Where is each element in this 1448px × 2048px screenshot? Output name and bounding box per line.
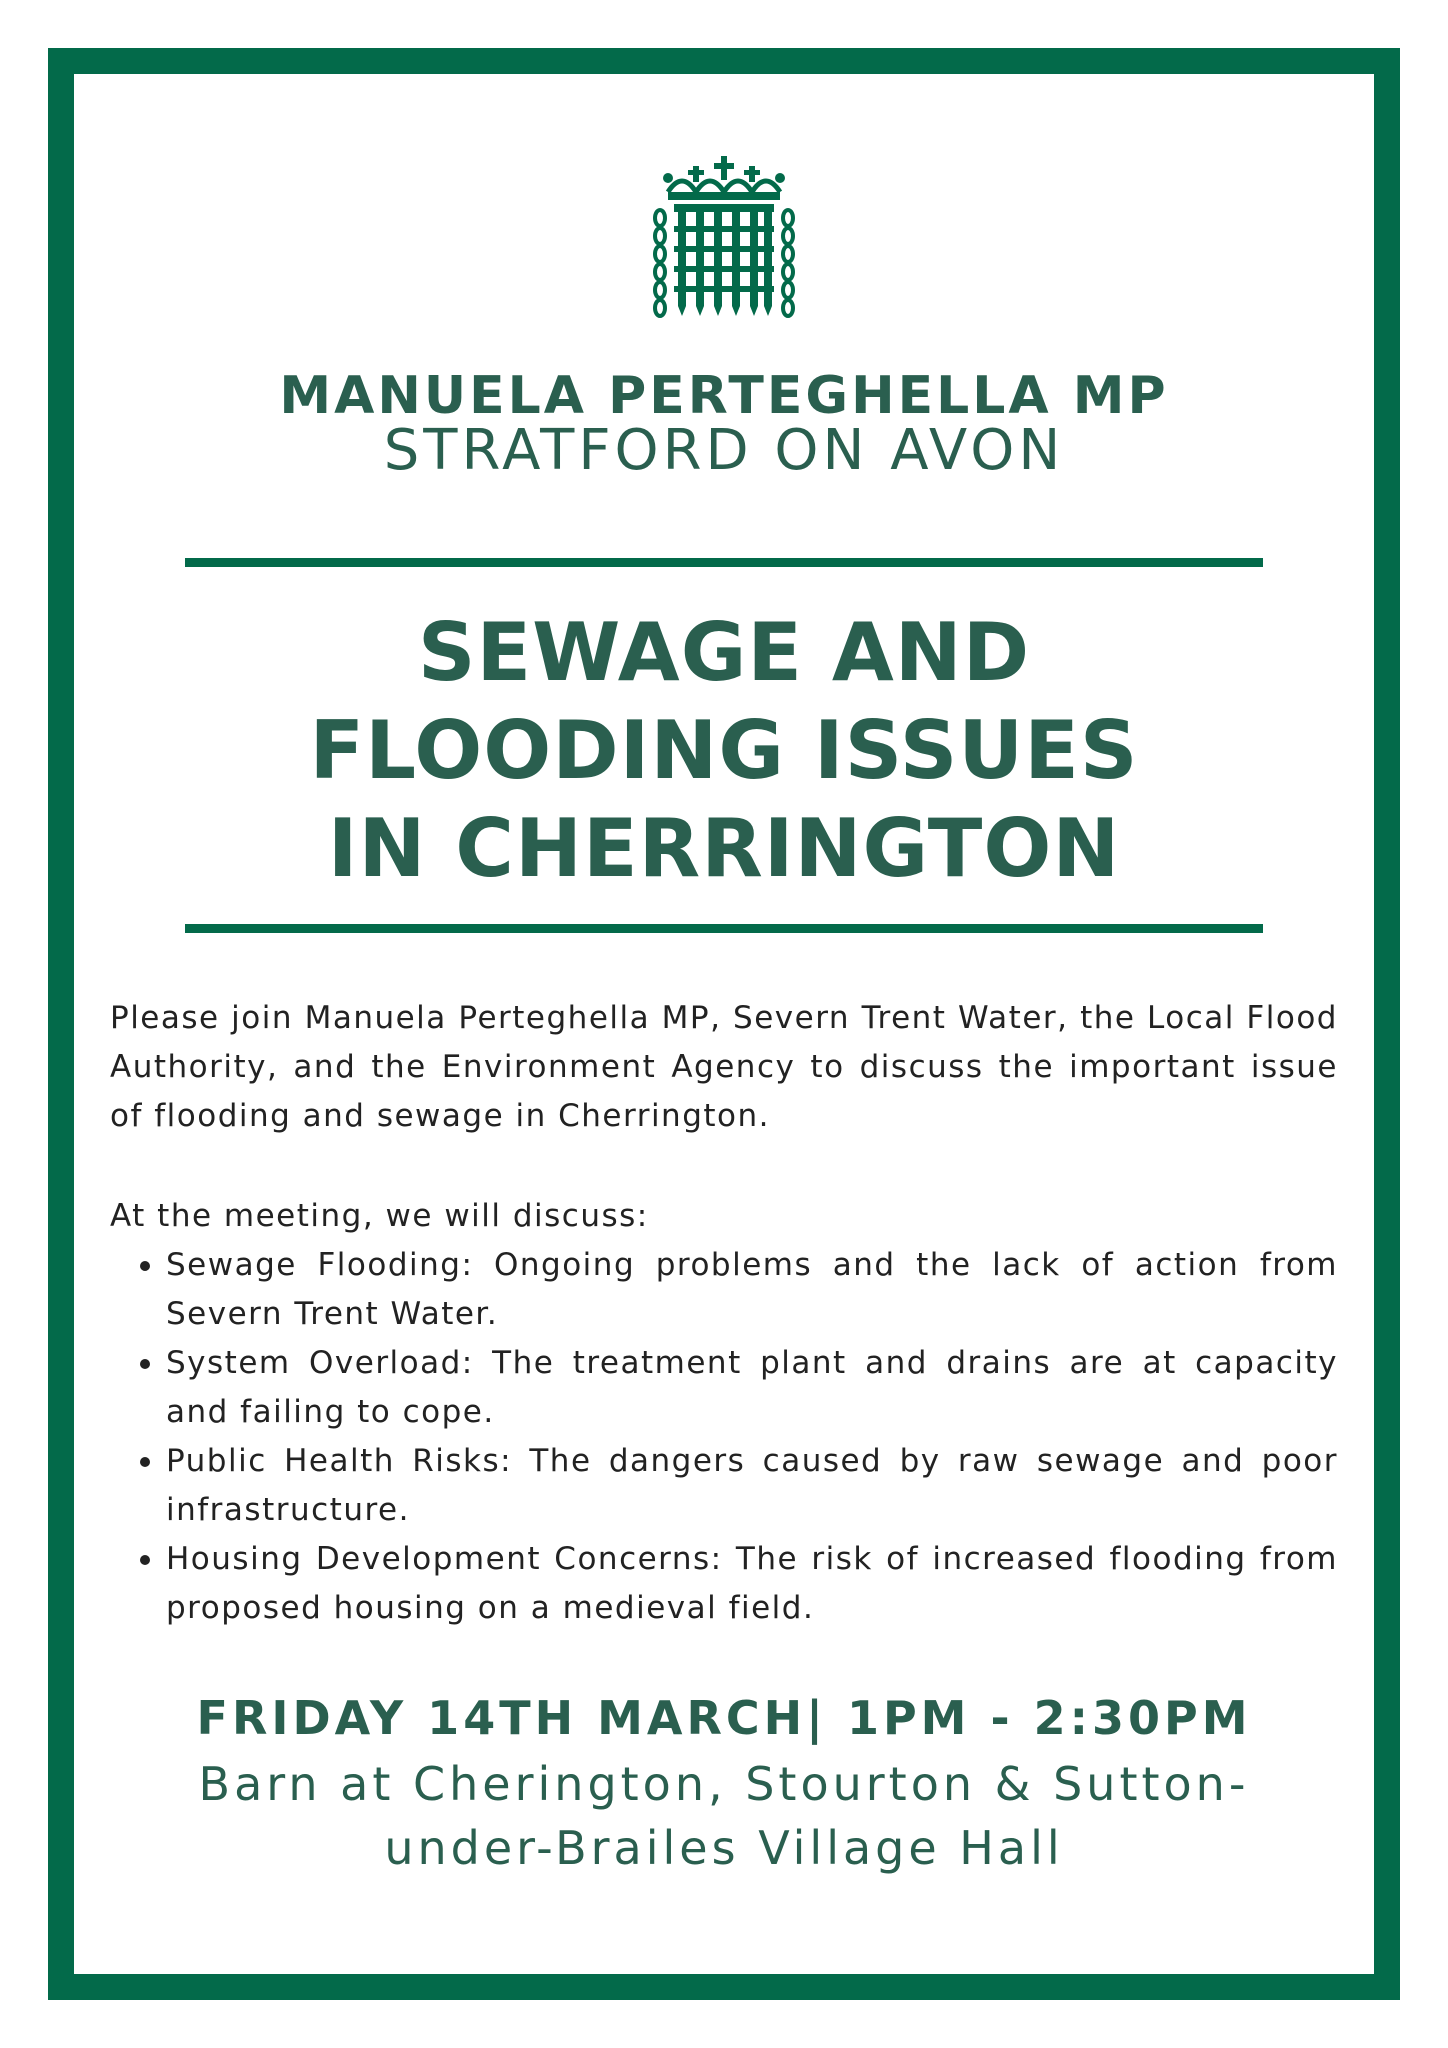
list-item (166, 1339, 1338, 1437)
topic-text: Housing Development Concerns: The risk of increased flooding from proposed housing on a medieval field. (166, 1541, 1338, 1626)
headline-line: FLOODING ISSUES (309, 704, 1139, 797)
divider-top (185, 558, 1263, 567)
bullet-icon (140, 1457, 150, 1467)
headline-line: IN CHERRINGTON (327, 802, 1121, 895)
mp-name: MANUELA PERTEGHELLA MP (279, 366, 1169, 426)
headline (100, 604, 1348, 898)
venue-line: Barn at Cherington, Stourton & Sutton- (198, 1757, 1250, 1811)
bullet-icon (140, 1261, 150, 1271)
bullet-icon (140, 1359, 150, 1369)
topic-text: System Overload: The treatment plant and drains are at capacity and failing to cope. (166, 1345, 1338, 1430)
headline-line: SEWAGE AND (417, 606, 1031, 699)
constituency-name: STRATFORD ON AVON (383, 418, 1065, 483)
list-item (166, 1241, 1338, 1339)
list-item (166, 1437, 1338, 1535)
intro-paragraph: Please join Manuela Perteghella MP, Severn Trent Water, the Local Flood Authority, and the Environment Agency to discuss the important issue of flooding and sewage in Cherrington. (110, 1000, 1338, 1134)
event-date-time: FRIDAY 14TH MARCH| 1PM - 2:30PM (196, 1691, 1252, 1745)
topic-text: Public Health Risks: The dangers caused by raw sewage and poor infrastructure. (166, 1443, 1338, 1528)
divider-bottom (185, 924, 1263, 933)
portcullis-icon (652, 156, 796, 322)
discussion-heading: At the meeting, we will discuss: (110, 1198, 649, 1234)
topic-text: Sewage Flooding: Ongoing problems and the lack of action from Severn Trent Water. (166, 1247, 1338, 1332)
venue-line: under-Brailes Village Hall (384, 1821, 1064, 1875)
discussion-topics-list (166, 1241, 1338, 1633)
list-item (166, 1535, 1338, 1633)
bullet-icon (140, 1555, 150, 1565)
event-venue (150, 1752, 1298, 1880)
